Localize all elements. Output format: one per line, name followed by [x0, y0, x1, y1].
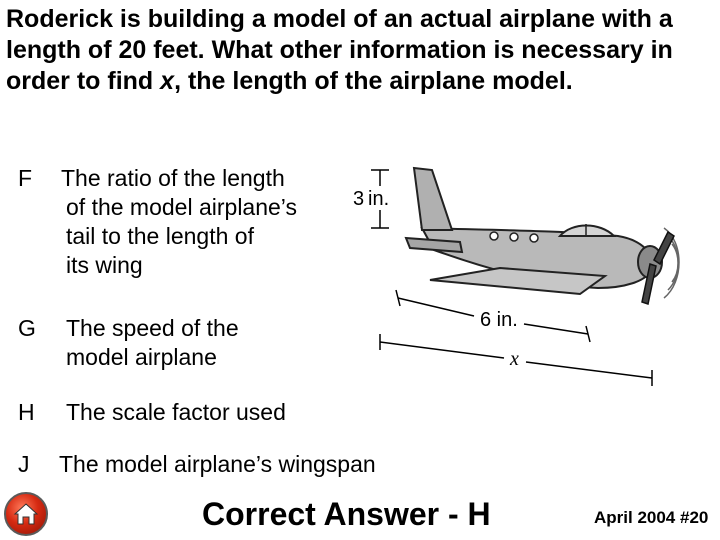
window — [490, 232, 498, 240]
option-f-letter: F — [18, 165, 33, 191]
option-f-text — [61, 164, 297, 280]
length-label: x — [510, 348, 519, 370]
length-dim-line-right — [526, 362, 652, 378]
option-h-letter: H — [18, 399, 35, 425]
wing-label: 6 in. — [480, 309, 518, 331]
question-part-1: Roderick is building a model of an actual airplane with a length of 20 feet. What other information is necessary in order to find — [6, 5, 673, 95]
home-icon — [13, 501, 39, 527]
tail-label-unit: in. — [368, 188, 390, 210]
question-variable: x — [160, 67, 175, 95]
window — [530, 234, 538, 242]
window — [510, 233, 518, 241]
tail-label-number: 3 — [353, 188, 365, 210]
question-part-2: , the length of the airplane model. — [174, 67, 573, 95]
option-f-line-1: The ratio of the length — [61, 165, 285, 191]
option-j-letter: J — [18, 451, 30, 477]
source-label: April 2004 #20 — [594, 508, 709, 527]
length-dim-line-left — [380, 342, 504, 358]
home-button[interactable] — [4, 492, 48, 536]
option-g-line-1: The speed of the — [66, 315, 239, 341]
vertical-tail — [414, 168, 452, 230]
correct-answer: Correct Answer - H — [202, 496, 491, 532]
option-g-text — [66, 314, 239, 372]
wing-dim-line-left — [398, 298, 474, 316]
wing-dim-line-right — [524, 324, 588, 334]
option-g-letter: G — [18, 315, 36, 341]
airplane-diagram — [350, 158, 690, 408]
option-h-text: The scale factor used — [66, 399, 286, 425]
question-text — [6, 4, 718, 97]
option-j-text: The model airplane’s wingspan — [59, 451, 376, 477]
cockpit — [560, 226, 614, 237]
option-f-line-3: tail to the length of — [66, 223, 254, 249]
option-f-line-2: of the model airplane’s — [66, 194, 297, 220]
option-f-line-4: its wing — [66, 252, 143, 278]
option-g-line-2: model airplane — [66, 344, 217, 370]
